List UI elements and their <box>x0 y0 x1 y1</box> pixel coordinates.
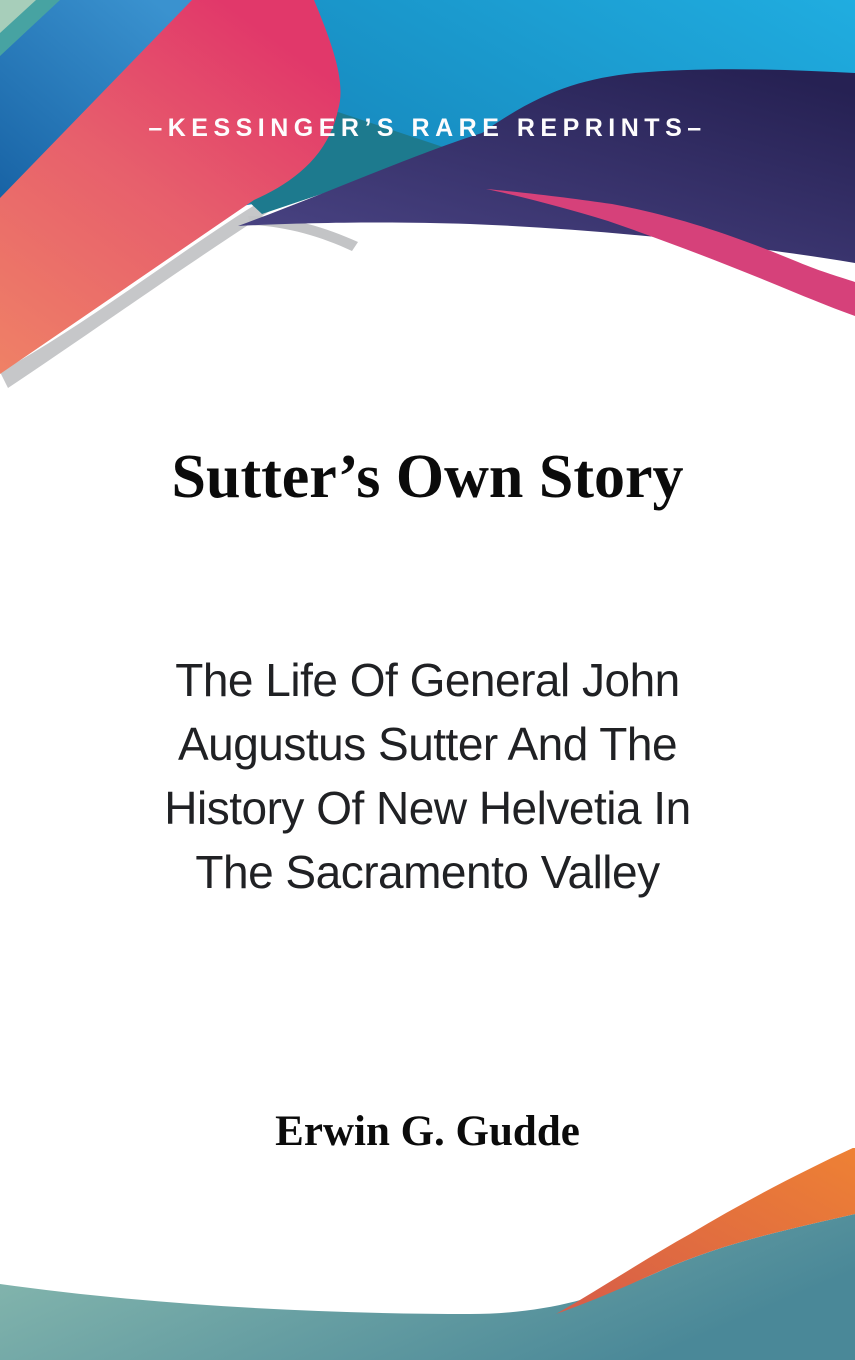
book-title: Sutter’s Own Story <box>171 443 684 511</box>
book-author: Erwin G. Gudde <box>275 1108 580 1155</box>
bottom-cover-artwork <box>0 1148 855 1360</box>
top-cover-artwork <box>0 0 855 400</box>
subtitle-line-1: The Life Of General John <box>175 654 680 706</box>
book-subtitle <box>0 648 855 904</box>
subtitle-line-4: The Sacramento Valley <box>195 846 660 898</box>
publisher-banner-text: –KESSINGER’S RARE REPRINTS– <box>148 114 707 142</box>
subtitle-line-3: History Of New Helvetia In <box>164 782 691 834</box>
subtitle-line-2: Augustus Sutter And The <box>177 718 678 770</box>
